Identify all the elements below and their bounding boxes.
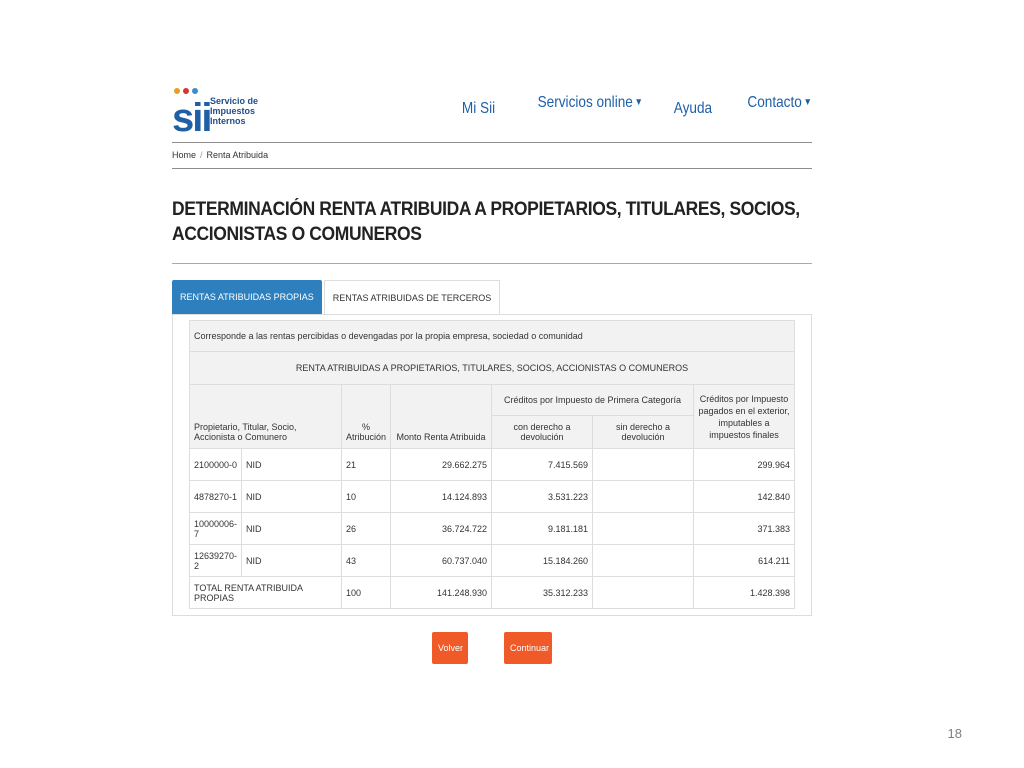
total-row: [190, 577, 795, 609]
slide-page-number: 18: [947, 726, 962, 741]
cell-total-exterior: 1.428.398: [694, 577, 795, 609]
cell-exterior: 299.964: [694, 449, 795, 481]
renta-table: [189, 320, 795, 609]
cell-rut: 10000006-7: [190, 513, 242, 545]
table-row: [190, 481, 795, 513]
action-buttons: [172, 632, 812, 664]
cell-exterior: 142.840: [694, 481, 795, 513]
cell-total-pct: 100: [341, 577, 390, 609]
breadcrumb-separator: /: [200, 150, 203, 160]
cell-con-derecho: 15.184.260: [492, 545, 593, 577]
title-divider: [172, 263, 812, 264]
cell-pct: 43: [341, 545, 390, 577]
cell-exterior: 371.383: [694, 513, 795, 545]
nav-mi-sii-label: Mi Sii: [461, 100, 495, 117]
col-monto: [391, 385, 492, 449]
header-row-1: [190, 385, 795, 416]
cell-con-derecho: 7.415.569: [492, 449, 593, 481]
tab-panel: [172, 315, 812, 616]
section-row: [190, 352, 795, 385]
col-con-derecho: con derecho a devolución: [492, 416, 593, 449]
cell-total-label: TOTAL RENTA ATRIBUIDA PROPIAS: [190, 577, 342, 609]
sii-logo-text: [210, 96, 258, 126]
col-monto-label: Monto Renta Atribuida: [396, 432, 486, 442]
col-exterior: [694, 385, 795, 449]
cell-tipo: NID: [242, 481, 342, 513]
cell-rut: 4878270-1: [190, 481, 242, 513]
nav-contacto[interactable]: [747, 94, 812, 112]
continuar-button[interactable]: Continuar: [504, 632, 552, 664]
cell-sin-derecho: [593, 481, 694, 513]
cell-total-monto: 141.248.930: [391, 577, 492, 609]
cell-tipo: NID: [242, 513, 342, 545]
cell-tipo: NID: [242, 545, 342, 577]
page-title: DETERMINACIÓN RENTA ATRIBUIDA A PROPIETARIOS, TITULARES, SOCIOS, ACCIONISTAS O COMUNEROS: [172, 199, 800, 245]
cell-monto: 29.662.275: [391, 449, 492, 481]
cell-sin-derecho: [593, 513, 694, 545]
breadcrumb-home[interactable]: Home: [172, 150, 197, 160]
col-owner: [190, 385, 342, 449]
logo-line-2: Impuestos: [210, 106, 256, 116]
cell-total-con-derecho: 35.312.233: [492, 577, 593, 609]
breadcrumb-current: Renta Atribuida: [206, 150, 269, 160]
breadcrumb: [172, 143, 812, 168]
main-nav: [432, 94, 812, 118]
table-row: [190, 513, 795, 545]
table-row: [190, 449, 795, 481]
cell-rut: 2100000-0: [190, 449, 242, 481]
logo-line-3: Internos: [210, 116, 246, 126]
table-row: [190, 545, 795, 577]
sii-logo-mark: sii: [172, 86, 202, 134]
cell-monto: 14.124.893: [391, 481, 492, 513]
cell-monto: 60.737.040: [391, 545, 492, 577]
nav-contacto-label: Contacto: [747, 94, 802, 111]
col-pct: [341, 385, 390, 449]
tab-rentas-terceros[interactable]: RENTAS ATRIBUIDAS DE TERCEROS: [324, 280, 501, 314]
cell-total-sin-derecho: [593, 577, 694, 609]
cell-pct: 21: [341, 449, 390, 481]
col-pct-label: % Atribución: [345, 422, 387, 442]
note-row: [190, 321, 795, 352]
cell-pct: 26: [341, 513, 390, 545]
cell-rut: 12639270-2: [190, 545, 242, 577]
nav-mi-sii[interactable]: [462, 100, 495, 118]
col-owner-label: Propietario, Titular, Socio, Accionista o Comunero: [194, 422, 297, 442]
col-creditos-group: Créditos por Impuesto de Primera Categoría: [492, 385, 694, 416]
tab-rentas-propias[interactable]: RENTAS ATRIBUIDAS PROPIAS: [172, 280, 322, 314]
site-header: [172, 80, 812, 142]
nav-servicios-label: Servicios online: [537, 94, 633, 111]
table-section-title: RENTA ATRIBUIDAS A PROPIETARIOS, TITULARES, SOCIOS, ACCIONISTAS O COMUNEROS: [190, 352, 795, 385]
nav-servicios-online[interactable]: [538, 94, 643, 112]
col-exterior-label: Créditos por Impuesto pagados en el exterior, imputables a impuestos finales: [698, 393, 790, 440]
cell-con-derecho: 3.531.223: [492, 481, 593, 513]
sii-page: [172, 80, 812, 664]
cell-pct: 10: [341, 481, 390, 513]
cell-sin-derecho: [593, 449, 694, 481]
cell-sin-derecho: [593, 545, 694, 577]
cell-exterior: 614.211: [694, 545, 795, 577]
caret-down-icon: ▼: [634, 97, 643, 108]
logo-line-1: Servicio de: [210, 96, 259, 106]
tab-bar: [172, 280, 812, 315]
breadcrumb-divider: [172, 168, 812, 169]
volver-button[interactable]: Volver: [432, 632, 468, 664]
cell-con-derecho: 9.181.181: [492, 513, 593, 545]
cell-monto: 36.724.722: [391, 513, 492, 545]
nav-ayuda[interactable]: [674, 100, 712, 118]
sii-logo[interactable]: [172, 86, 259, 140]
nav-ayuda-label: Ayuda: [673, 100, 713, 117]
table-note: Corresponde a las rentas percibidas o devengadas por la propia empresa, sociedad o comunidad: [190, 321, 795, 352]
cell-tipo: NID: [242, 449, 342, 481]
col-sin-derecho: sin derecho a devolución: [593, 416, 694, 449]
caret-down-icon: ▼: [803, 97, 812, 108]
